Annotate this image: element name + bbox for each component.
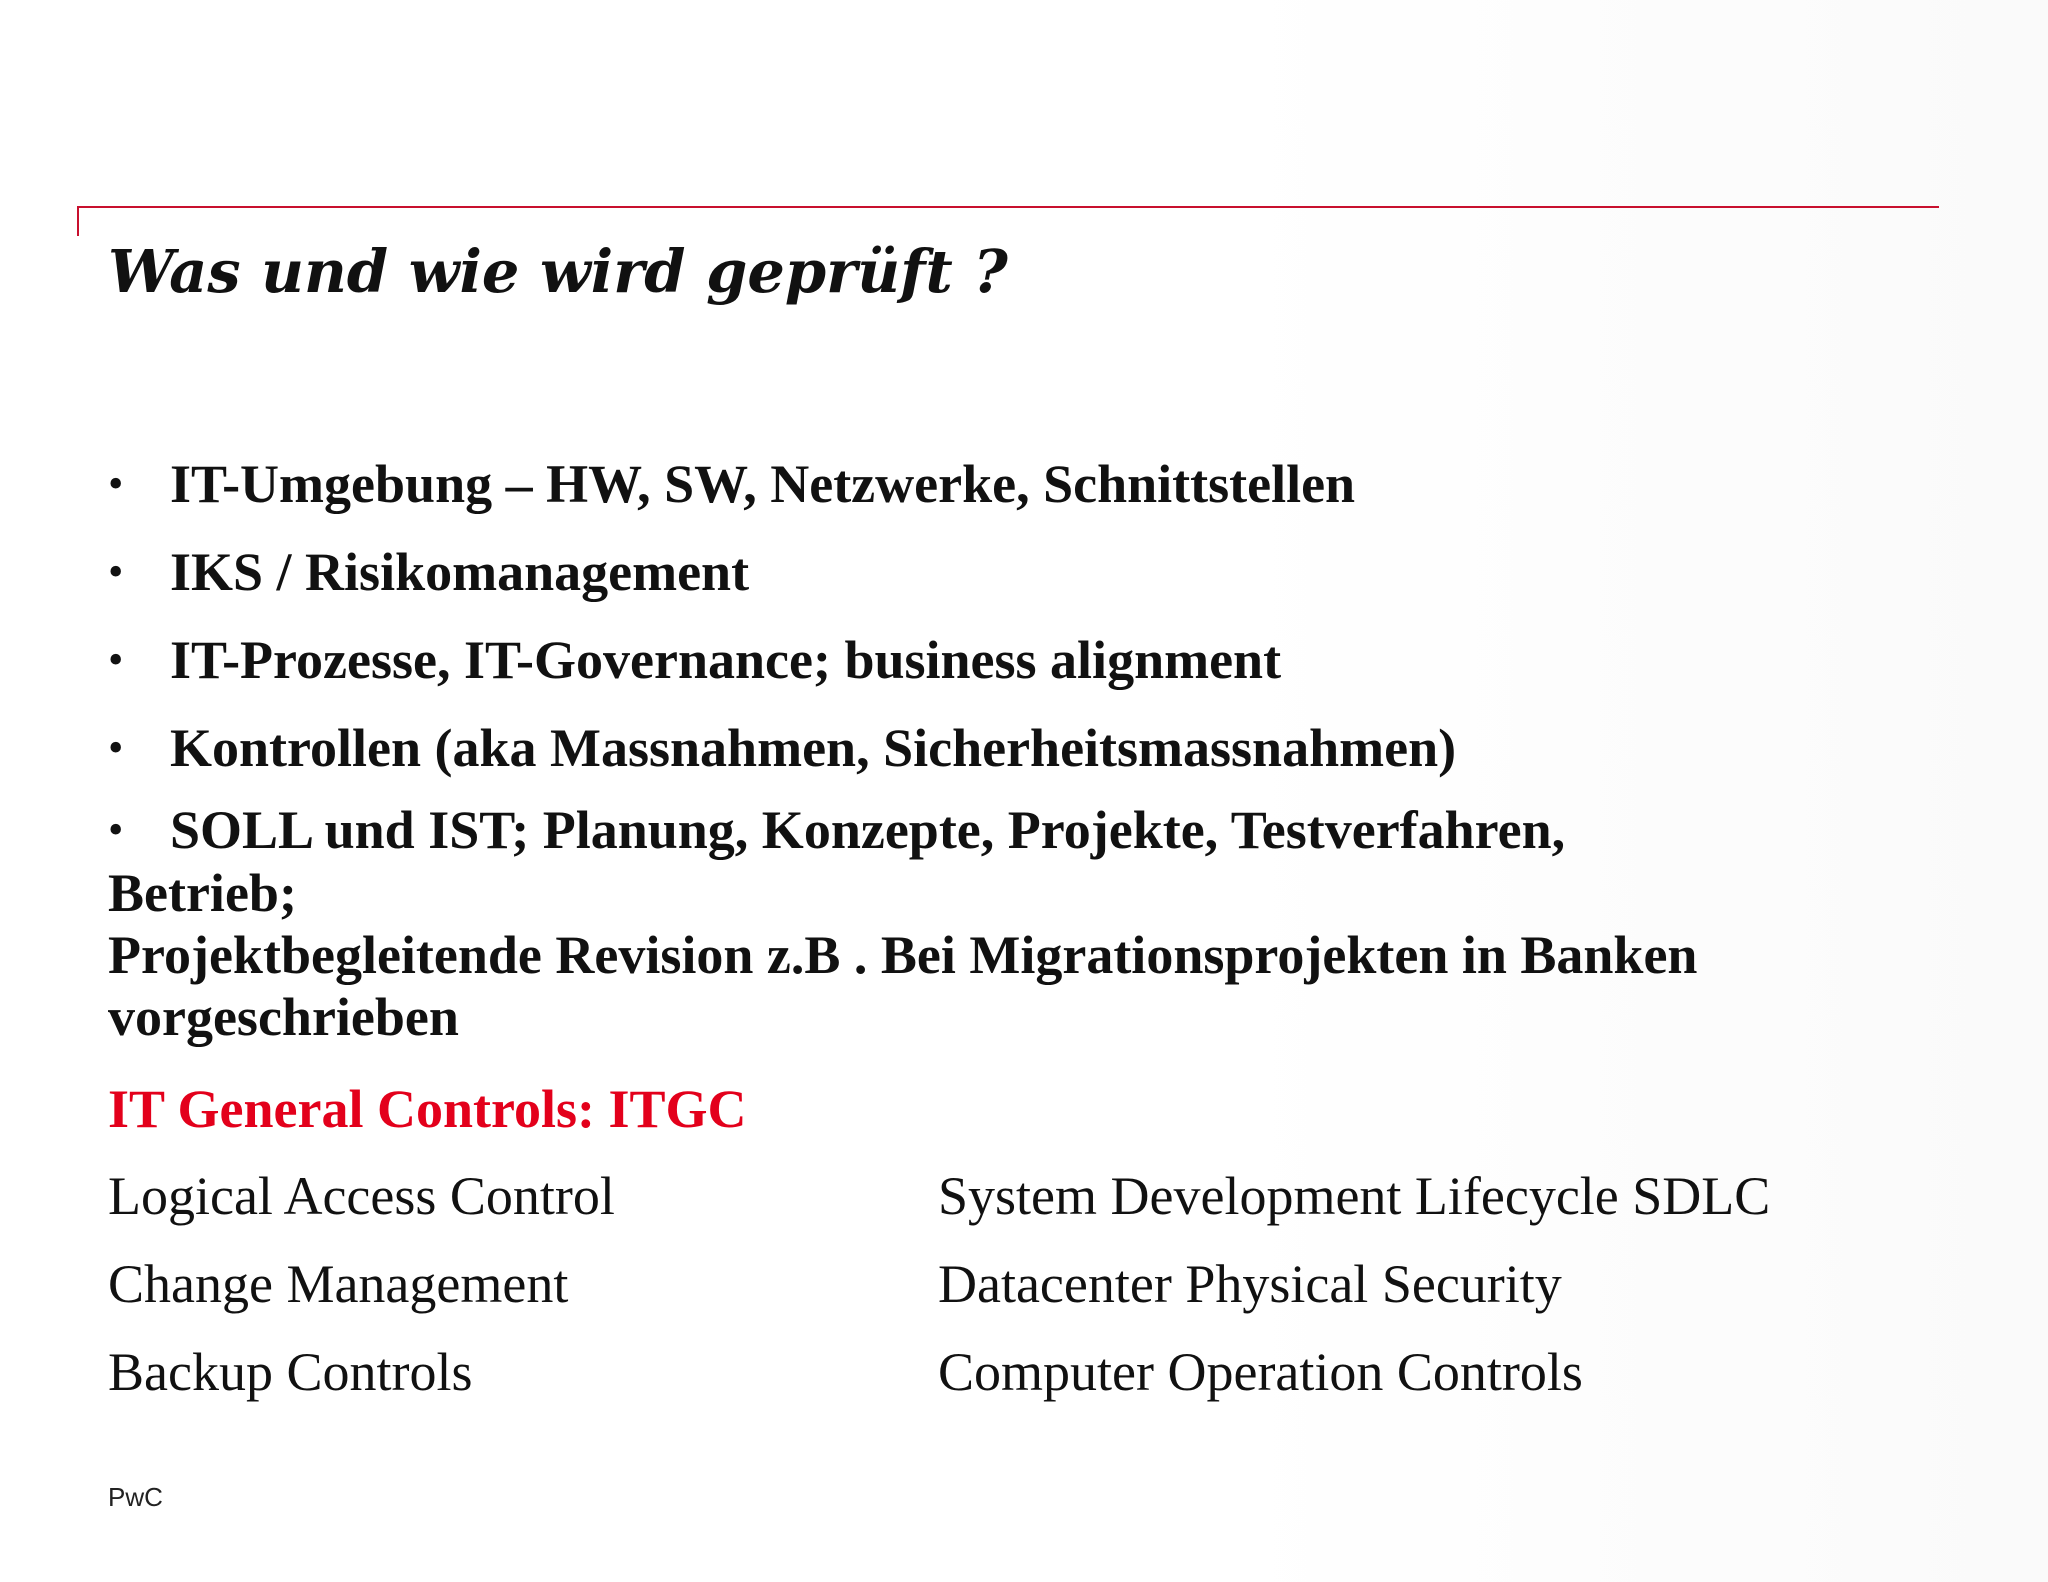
control-logical-access: Logical Access Control bbox=[108, 1166, 615, 1226]
bullet-icon: • bbox=[108, 547, 124, 596]
slide-title: Was und wie wird geprüft ? bbox=[108, 237, 1008, 306]
bullet-item bbox=[108, 704, 1968, 792]
header-rule bbox=[77, 206, 1939, 208]
control-datacenter-security: Datacenter Physical Security bbox=[938, 1254, 1562, 1314]
bullet-list bbox=[108, 440, 1968, 792]
control-sdlc: System Development Lifecycle SDLC bbox=[938, 1166, 1771, 1226]
controls-row bbox=[108, 1334, 1888, 1422]
footer-brand: PwC bbox=[108, 1482, 163, 1512]
bullet-continuation: Betrieb; bbox=[108, 863, 297, 923]
bullet-text-kontrollen: Kontrollen (aka Massnahmen, Sicherheitsmassnahmen) bbox=[170, 718, 1457, 778]
bullet-text-iks: IKS / Risikomanagement bbox=[170, 542, 750, 602]
itgc-heading: IT General Controls: ITGC bbox=[108, 1079, 747, 1139]
bullet-item bbox=[108, 440, 1968, 528]
bullet-note-projektbegleitend: Projektbegleitende Revision z.B . Bei Migrationsprojekten in Banken vorgeschrieben bbox=[108, 925, 1698, 1047]
controls-row bbox=[108, 1158, 1888, 1246]
bullet-first-line bbox=[108, 798, 1968, 862]
bullet-icon: • bbox=[108, 805, 124, 854]
bullet-text-it-prozesse: IT-Prozesse, IT-Governance; business alignment bbox=[170, 630, 1282, 690]
control-computer-operation: Computer Operation Controls bbox=[938, 1342, 1583, 1402]
control-backup: Backup Controls bbox=[108, 1342, 473, 1402]
bullet-item bbox=[108, 616, 1968, 704]
bullet-icon: • bbox=[108, 459, 124, 508]
bullet-icon: • bbox=[108, 723, 124, 772]
controls-row bbox=[108, 1246, 1888, 1334]
bullet-item-soll-ist bbox=[108, 798, 1968, 1048]
bullet-text-it-umgebung: IT-Umgebung – HW, SW, Netzwerke, Schnittstellen bbox=[170, 454, 1356, 514]
header-rule-tick bbox=[77, 206, 79, 236]
bullet-icon: • bbox=[108, 635, 124, 684]
control-change-management: Change Management bbox=[108, 1254, 569, 1314]
itgc-controls-grid bbox=[108, 1158, 1888, 1422]
bullet-item bbox=[108, 528, 1968, 616]
bullet-text-soll-ist: SOLL und IST; Planung, Konzepte, Projekte, Testverfahren, bbox=[170, 800, 1566, 860]
